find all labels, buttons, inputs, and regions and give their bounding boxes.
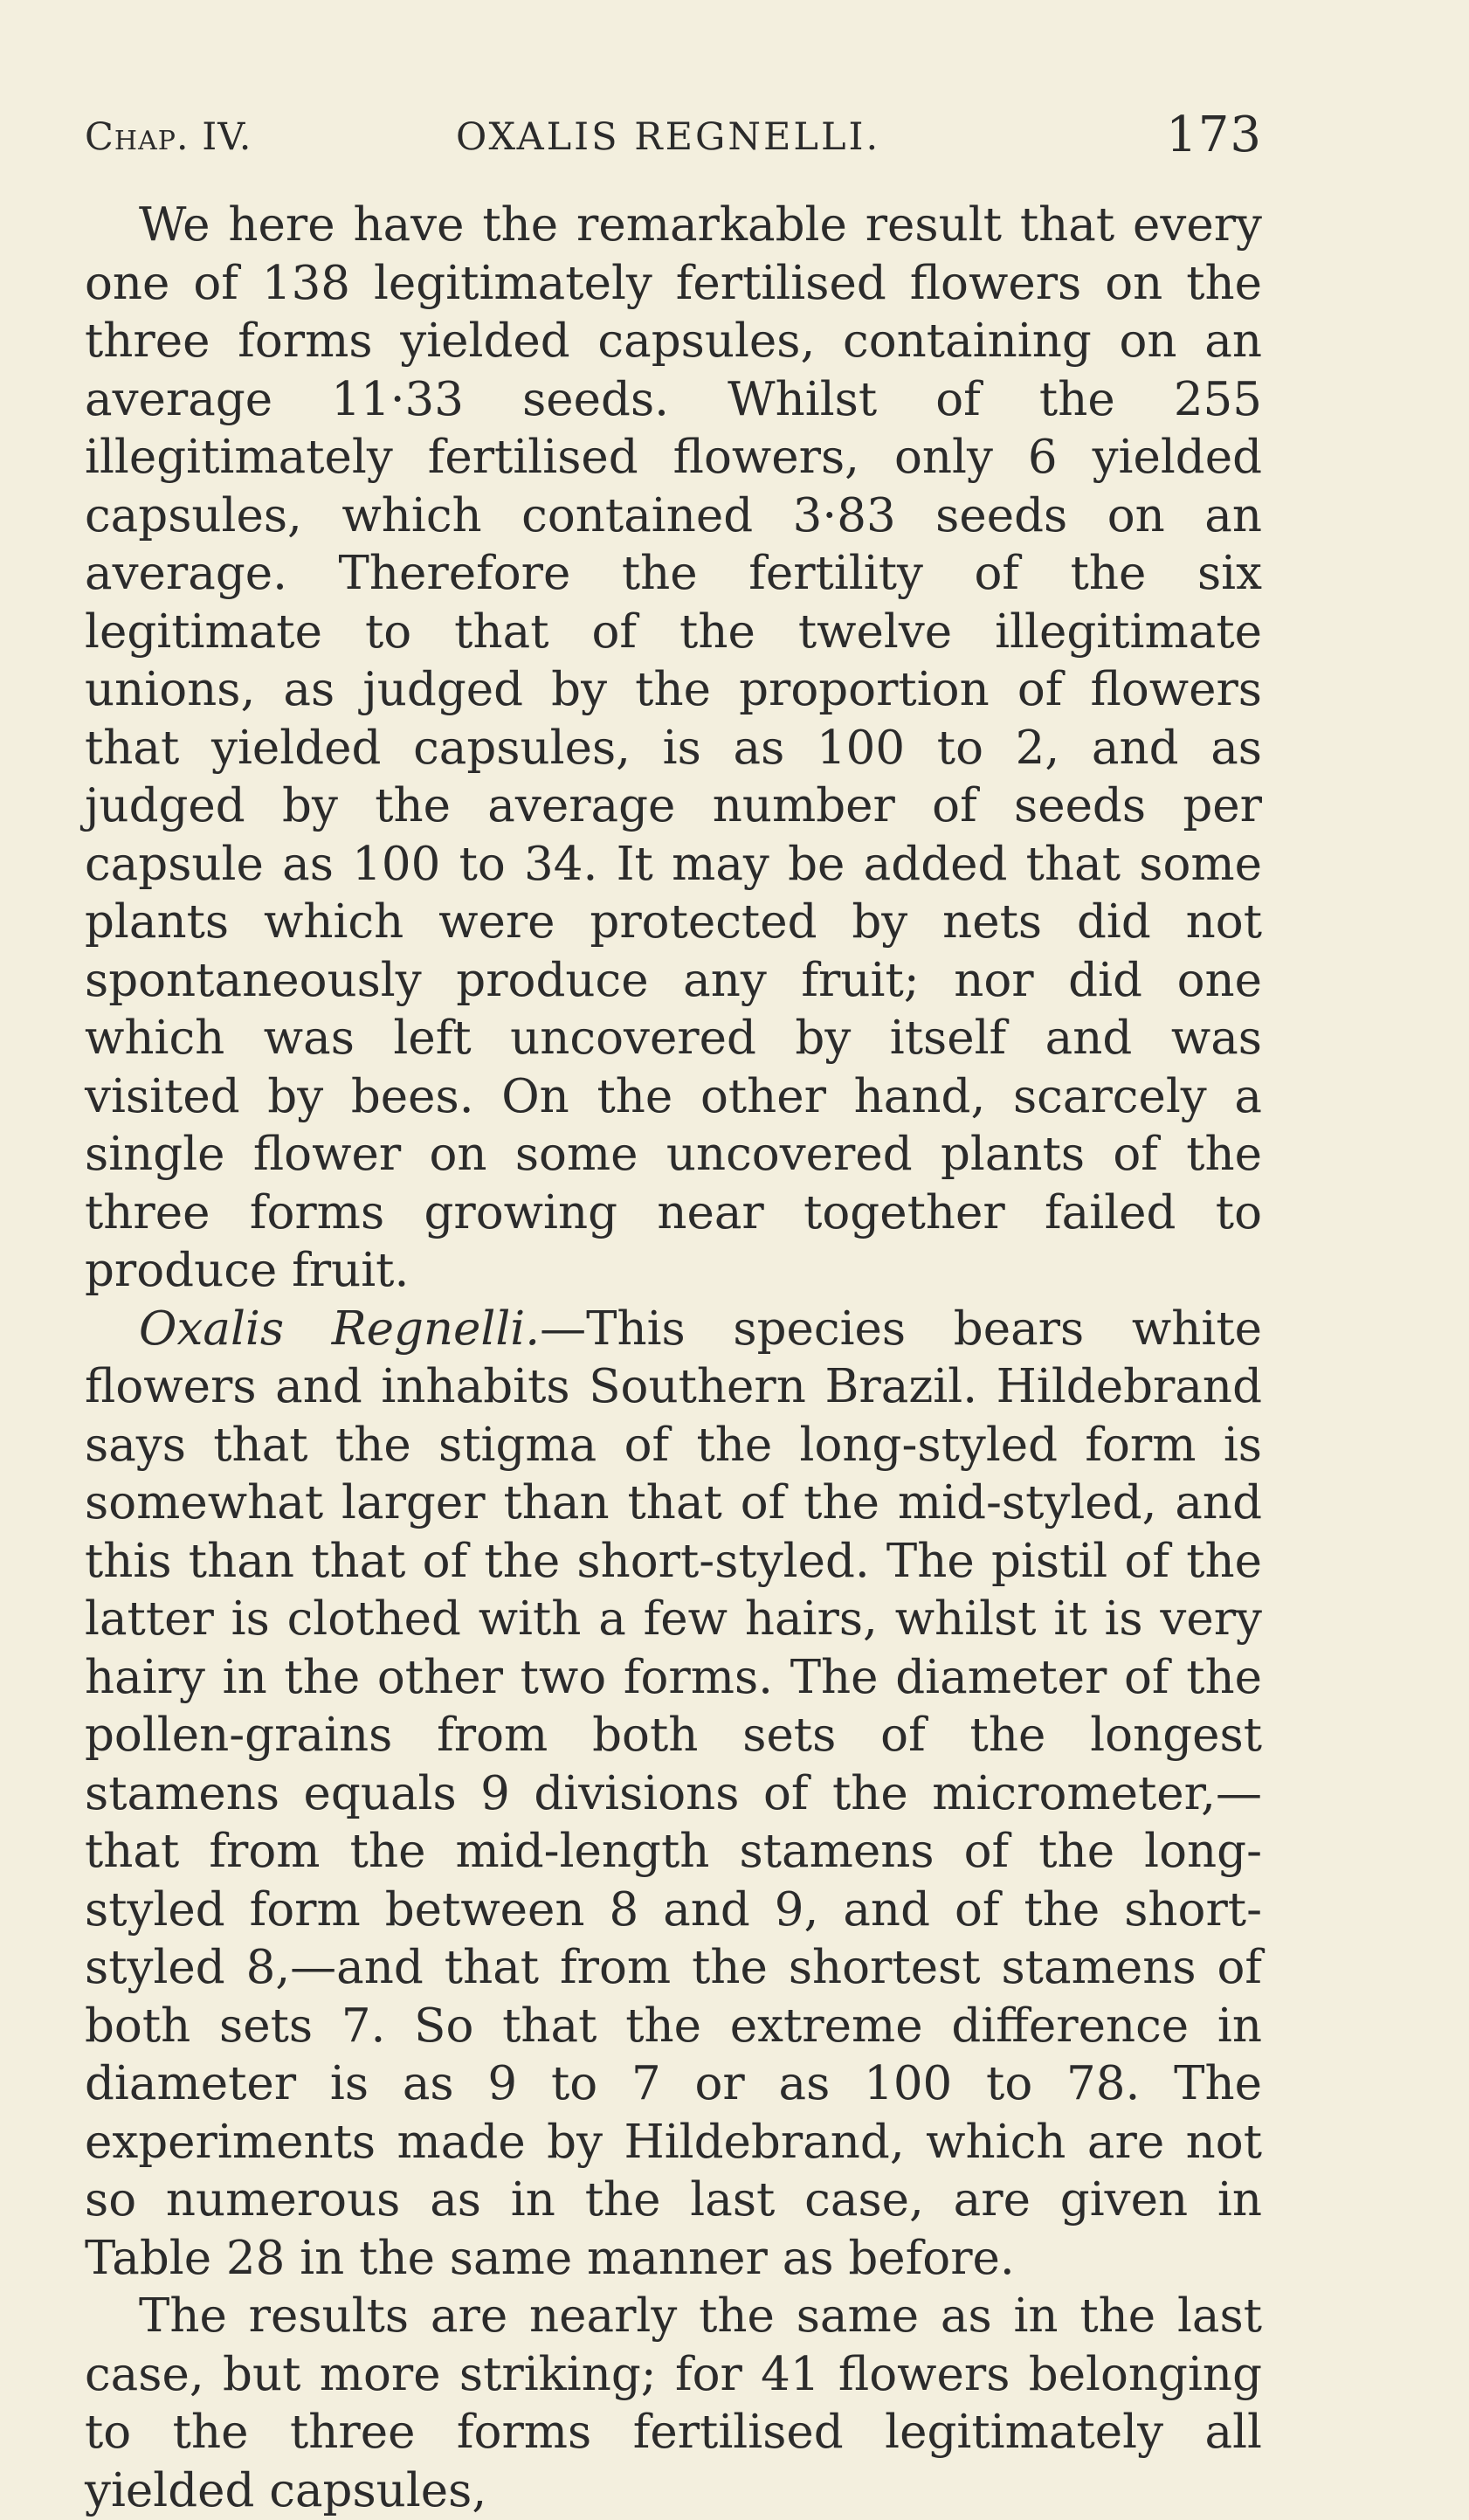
running-title: OXALIS REGNELLI. xyxy=(456,115,881,159)
species-heading: Oxalis Regnelli. xyxy=(139,1301,541,1356)
body-text xyxy=(85,197,1262,2520)
paragraph-3 xyxy=(85,2288,1262,2520)
paragraph-2 xyxy=(85,1301,1262,2289)
running-header xyxy=(85,107,1262,168)
paragraph-1 xyxy=(85,197,1262,1301)
page-number: 173 xyxy=(1166,107,1262,163)
chapter-label: Chap. IV. xyxy=(85,115,252,159)
paragraph-1-text: We here have the remarkable result that every one of 138 legitimately fertilised flowers on the three forms yielded capsules, containing on an average 11·33 seeds. Whilst of the 255 illegitimately fertilised flowers, only 6 yielded capsules, which contained 3·83 seeds on an average. Therefore the fertility of the six legitimate to that of the twelve illegitimate unions, as judged by the proportion of flowers that yielded capsules, is as 100 to 2, and as judged by the average number of seeds per capsule as 100 to 34. It may be added that some plants which were protected by nets did not spontaneously produce any fruit; nor did one which was left uncovered by itself and was visited by bees. On the other hand, scarcely a single flower on some uncovered plants of the three forms growing near together failed to produce fruit. xyxy=(85,198,1262,1297)
paragraph-2-text: —This species bears white flowers and inhabits Southern Brazil. Hildebrand says that the stigma of the long-styled form is somewhat larger than that of the mid-styled, and this than that of the short-styled. The pistil of the latter is clothed with a few hairs, whilst it is very hairy in the other two forms. The diameter of the pollen-grains from both sets of the longest stamens equals 9 divisions of the micrometer,—that from the mid-length stamens of the long-styled form between 8 and 9, and of the short-styled 8,—and that from the shortest stamens of both sets 7. So that the extreme difference in diameter is as 9 to 7 or as 100 to 78. The experiments made by Hildebrand, which are not so numerous as in the last case, are given in Table 28 in the same manner as before. xyxy=(85,1301,1262,2285)
paragraph-3-text: The results are nearly the same as in the last case, but more striking; for 41 flowers belonging to the three forms fertilised legitimately all yielded capsules, xyxy=(85,2289,1262,2517)
